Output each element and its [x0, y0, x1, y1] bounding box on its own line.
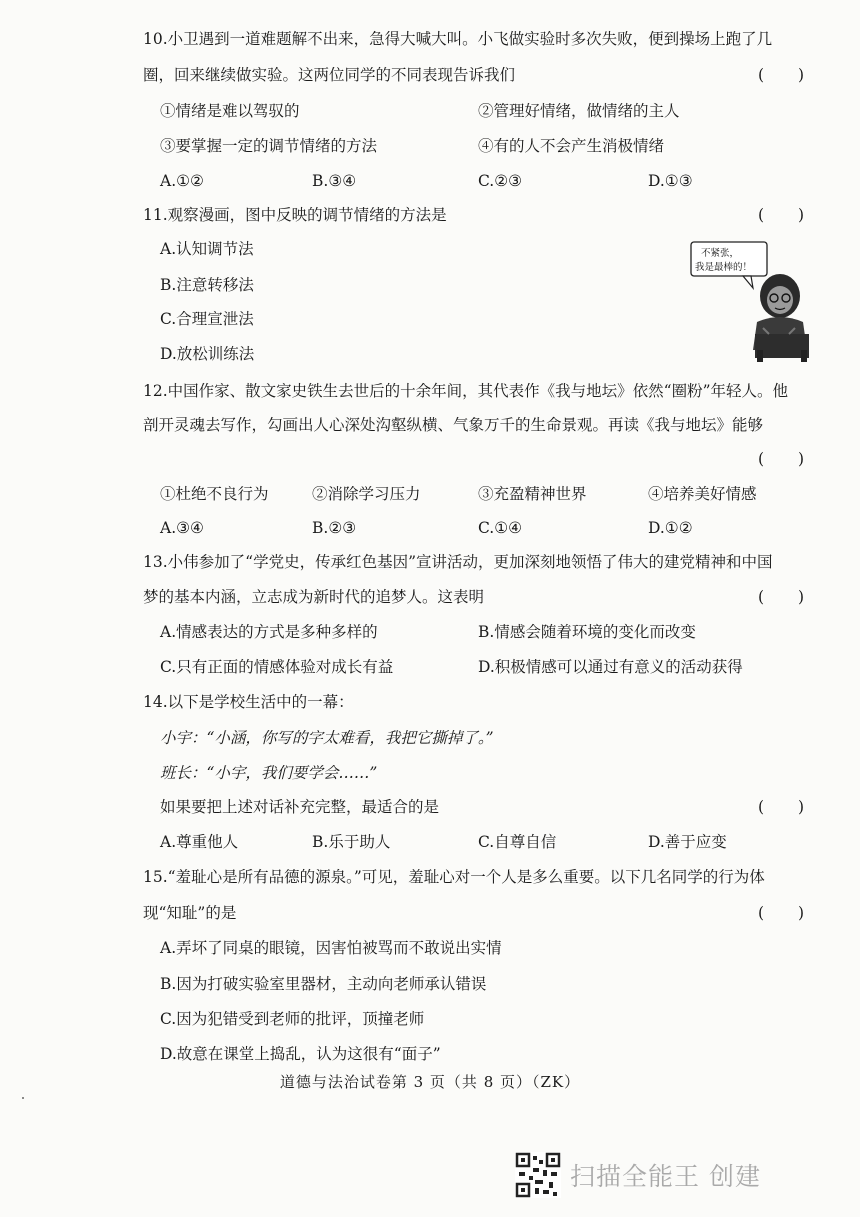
q12-choice-d: D.①② — [648, 519, 693, 537]
q10-item-2: ②管理好情绪，做情绪的主人 — [478, 102, 680, 120]
q10-choice-b: B.③④ — [312, 172, 357, 190]
q14-choice-b: B.乐于助人 — [312, 833, 391, 851]
q15-stem-line1: 15.“羞耻心是所有品德的源泉。”可见，羞耻心对一个人是多么重要。以下几名同学的行为体 — [143, 868, 765, 886]
q15-choice-c: C.因为犯错受到老师的批评，顶撞老师 — [160, 1010, 425, 1028]
scan-speck — [22, 1097, 24, 1099]
q13-choice-a: A.情感表达的方式是多种多样的 — [160, 623, 378, 641]
student-figure — [753, 274, 809, 362]
q14-choice-c: C.自尊自信 — [478, 833, 557, 851]
q13-stem-line1: 13.小伟参加了“学党史，传承红色基因”宣讲活动，更加深刻地领悟了伟大的建党精神和中国 — [143, 553, 773, 571]
q11-choice-c: C.合理宣泄法 — [160, 310, 254, 328]
qr-code-icon — [515, 1152, 561, 1198]
scanner-watermark — [515, 1150, 815, 1200]
q14-dialog-2: 班长：“小宇，我们要学会……” — [160, 764, 378, 782]
q10-answer-blank: () — [758, 66, 839, 84]
q15-choice-a: A.弄坏了同桌的眼镜，因害怕被骂而不敢说出实情 — [160, 939, 502, 957]
q12-stem-line1: 12.中国作家、散文家史铁生去世后的十余年间，其代表作《我与地坛》依然“圈粉”年轻人。他 — [143, 382, 789, 400]
q10-choice-a: A.①② — [160, 172, 204, 190]
q13-choice-d: D.积极情感可以通过有意义的活动获得 — [478, 658, 743, 676]
q15-choice-d: D.故意在课堂上捣乱，认为这很有“面子” — [160, 1045, 441, 1063]
q10-choice-c: C.②③ — [478, 172, 523, 190]
q12-choice-c: C.①④ — [478, 519, 523, 537]
q14-choice-a: A.尊重他人 — [160, 833, 239, 851]
q10-item-4: ④有的人不会产生消极情绪 — [478, 137, 665, 155]
q14-question: 如果要把上述对话补充完整，最适合的是 — [160, 798, 440, 816]
q12-item-4: ④培养美好情感 — [648, 485, 757, 503]
q13-choice-b: B.情感会随着环境的变化而改变 — [478, 623, 696, 641]
q13-stem-line2: 梦的基本内涵，立志成为新时代的追梦人。这表明 — [143, 588, 485, 606]
watermark-text: 扫描全能王 创建 — [570, 1162, 761, 1191]
q15-stem-line2: 现“知耻”的是 — [143, 904, 237, 922]
q15-choice-b: B.因为打破实验室里器材，主动向老师承认错误 — [160, 975, 487, 993]
q12-item-1: ①杜绝不良行为 — [160, 485, 269, 503]
q10-stem-line2: 圈，回来继续做实验。这两位同学的不同表现告诉我们 — [143, 66, 516, 84]
q13-answer-blank: () — [758, 588, 839, 606]
q14-choice-d: D.善于应变 — [648, 833, 727, 851]
q10-choice-d: D.①③ — [648, 172, 693, 190]
q14-answer-blank: () — [758, 798, 839, 816]
q10-item-1: ①情绪是难以驾驭的 — [160, 102, 300, 120]
q11-choice-a: A.认知调节法 — [160, 240, 254, 258]
q13-choice-c: C.只有正面的情感体验对成长有益 — [160, 658, 394, 676]
q11-answer-blank: () — [758, 206, 839, 224]
q14-stem: 14.以下是学校生活中的一幕： — [143, 693, 354, 711]
bubble-text-1: 不紧张， — [701, 248, 740, 259]
q12-stem-line2: 剖开灵魂去写作，勾画出人心深处沟壑纵横、气象万千的生命景观。再读《我与地坛》能够 — [143, 416, 764, 434]
q10-stem-line1: 10.小卫遇到一道难题解不出来，急得大喊大叫。小飞做实验时多次失败，便到操场上跑了几 — [143, 30, 773, 48]
q12-answer-blank: () — [758, 450, 839, 468]
comic-illustration — [683, 238, 823, 363]
q12-item-2: ②消除学习压力 — [312, 485, 421, 503]
q12-item-3: ③充盈精神世界 — [478, 485, 587, 503]
q11-choice-b: B.注意转移法 — [160, 276, 254, 294]
q11-stem: 11.观察漫画，图中反映的调节情绪的方法是 — [143, 206, 447, 224]
bubble-text-2: 我是最棒的！ — [695, 262, 753, 273]
q14-dialog-1: 小宇：“小涵，你写的字太难看，我把它撕掉了。” — [160, 729, 494, 747]
q12-choice-b: B.②③ — [312, 519, 357, 537]
q10-item-3: ③要掌握一定的调节情绪的方法 — [160, 137, 378, 155]
q12-choice-a: A.③④ — [160, 519, 204, 537]
q11-choice-d: D.放松训练法 — [160, 345, 255, 363]
q15-answer-blank: () — [758, 904, 839, 922]
page-footer: 道德与法治试卷第 3 页（共 8 页）（ZK） — [279, 1073, 581, 1091]
